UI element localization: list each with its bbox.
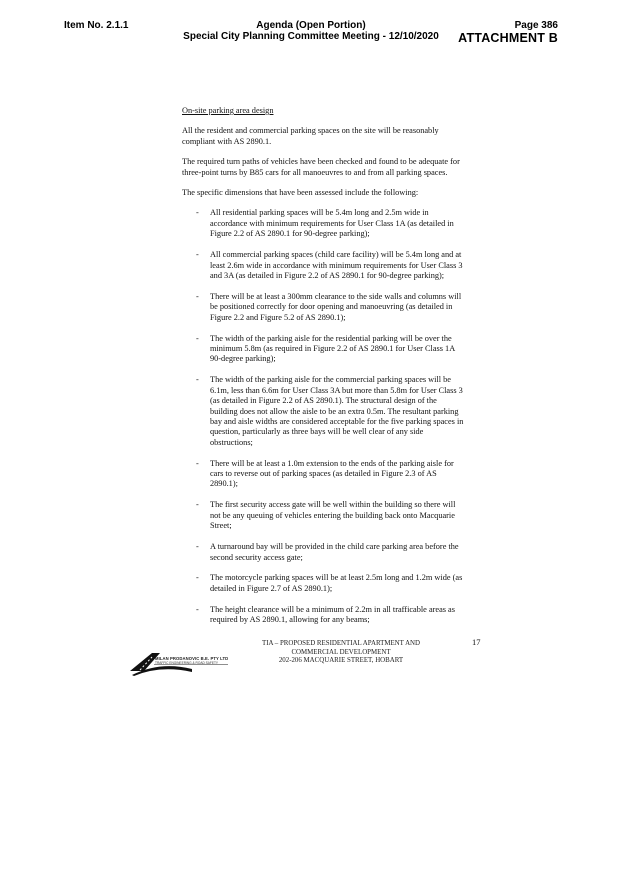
list-item — [182, 500, 464, 531]
dimension-list — [182, 208, 464, 625]
list-item-text: There will be at least a 1.0m extension to the ends of the parking aisle for cars to reverse out of parking spaces (as detailed in Figure 2.3 of AS 2890.1); — [210, 458, 454, 489]
list-item-text: The motorcycle parking spaces will be at least 2.5m long and 1.2m wide (as detailed in Figure 2.7 of AS 2890.1); — [210, 573, 463, 593]
list-item — [182, 459, 464, 490]
list-item — [182, 573, 464, 594]
list-item — [182, 334, 464, 365]
list-item-text: A turnaround bay will be provided in the child care parking area before the second security access gate; — [210, 542, 459, 562]
bullet-dash: - — [196, 604, 199, 614]
list-item-text: There will be at least a 300mm clearance to the side walls and columns will be positioned correctly for door opening and manoeuvring (as detailed in Figure 2.2 and Figure 5.2 of AS 2890.1); — [210, 291, 462, 322]
paragraph: The required turn paths of vehicles have been checked and found to be adequate for three-point turns by B85 cars for all manoeuvres to and from all parking spaces. — [182, 157, 460, 177]
document-page-number: 17 — [472, 637, 481, 647]
bullet-dash: - — [196, 333, 199, 343]
bullet-dash: - — [196, 291, 199, 301]
logo-tagline: TRAFFIC ENGINEERING & ROAD SAFETY — [155, 661, 219, 665]
paragraph: The specific dimensions that have been assessed include the following: — [182, 188, 419, 198]
list-item-text: All commercial parking spaces (child care facility) will be 5.4m long and at least 2.6m wide in accordance with minimum requirements for User Class 3 and 3A (as detailed in Figure 2.2 of AS 2890.1 for 90-degree parking); — [210, 250, 463, 280]
logo-name: MILAN PRODANOVIC B.E. PTY LTD — [155, 656, 229, 661]
section-heading: On-site parking area design — [182, 106, 274, 115]
list-item-text: The height clearance will be a minimum of 2.2m in all trafficable areas as required by AS 2890.1, allowing for any beams; — [210, 604, 455, 625]
document-body — [182, 106, 464, 636]
list-item-text: The first security access gate will be well within the building so there will not be any queuing of vehicles entering the building back onto Macquarie Street; — [210, 500, 456, 531]
bullet-dash: - — [196, 458, 199, 468]
list-item — [182, 375, 464, 448]
list-item — [182, 605, 464, 626]
bullet-dash: - — [196, 208, 199, 218]
agenda-title: Agenda (Open Portion) — [256, 20, 366, 31]
list-item — [182, 208, 464, 239]
bullet-dash: - — [196, 375, 199, 385]
footer-title — [250, 640, 432, 666]
bullet-dash: - — [196, 500, 199, 510]
paragraph: All the resident and commercial parking spaces on the site will be reasonably compliant with AS 2890.1. — [182, 126, 439, 146]
agenda-title-block — [150, 20, 472, 42]
bullet-dash: - — [196, 250, 199, 260]
bullet-dash: - — [196, 542, 199, 552]
list-item — [182, 292, 464, 323]
attachment-label: ATTACHMENT B — [458, 31, 558, 45]
list-item — [182, 250, 464, 281]
meeting-name: Special City Planning Committee Meeting - 12/10/2020 — [183, 31, 439, 42]
agenda-item-number: Item No. 2.1.1 — [64, 20, 129, 31]
agenda-page-number: Page 386 — [514, 20, 558, 31]
list-item-text: The width of the parking aisle for the residential parking will be over the minimum 5.8m (as required in Figure 2.2 of AS 2890.1 for User Class 1A 90-degree parking); — [210, 333, 455, 364]
list-item-text: All residential parking spaces will be 5.4m long and 2.5m wide in accordance with minimum requirements for User Class 1A (as detailed in Figure 2.2 of AS 2890.1 for 90-degree parking); — [210, 208, 454, 239]
list-item — [182, 542, 464, 563]
list-item-text: The width of the parking aisle for the commercial parking spaces will be 6.1m, less than 6.6m for User Class 3A but more than 5.8m for User Class 3 (as detailed in Figure 2.2 of AS 2890.1). The structural design of the building does not allow the aisle to be an extra 0.5m. The resultant parking bay and aisle widths are considered acceptable for the five parking spaces in question, particularly as three bays will be well clear of any side obstructions; — [210, 375, 464, 447]
bullet-dash: - — [196, 573, 199, 583]
footer-line: TIA – PROPOSED RESIDENTIAL APARTMENT AND — [261, 640, 421, 647]
footer-line: COMMERCIAL DEVELOPMENT — [291, 648, 391, 656]
footer-line: 202-206 MACQUARIE STREET, HOBART — [278, 657, 404, 665]
